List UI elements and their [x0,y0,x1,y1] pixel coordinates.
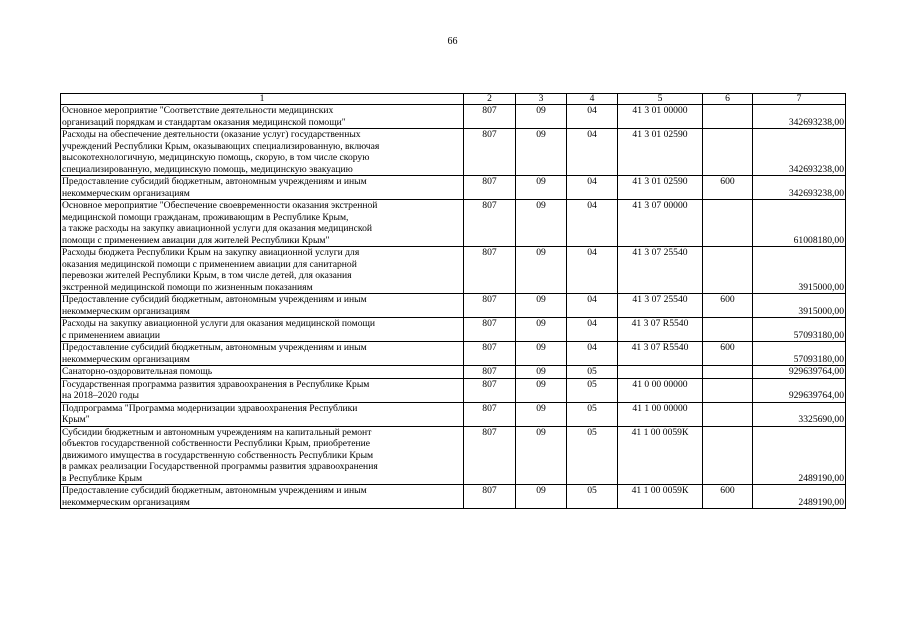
table-row [61,402,846,426]
subsection-code-cell: 04 [567,105,618,129]
row-description [61,200,464,247]
description-line: Подпрограмма "Программа модернизации здравоохранения Республики [62,402,358,414]
subsection-code-cell: 05 [567,426,618,485]
section-code-cell: 09 [516,485,567,509]
subsection-code-cell: 05 [567,485,618,509]
row-description [61,105,464,129]
column-header: 6 [703,94,753,105]
amount-cell: 57093180,00 [753,318,846,342]
admin-code-cell: 807 [464,200,516,247]
description-line: оказания медицинской помощи с применением авиации для санитарной [62,258,357,270]
page-number: 66 [447,36,458,47]
subsection-code-cell: 04 [567,318,618,342]
expense-type-cell: 600 [703,485,753,509]
amount-cell: 2489190,00 [753,426,846,485]
description-line: экстренной медицинской помощи по жизненным показаниям [62,281,313,293]
target-article-cell: 41 3 07 R5540 [618,318,703,342]
target-article-cell: 41 3 07 25540 [618,247,703,294]
description-line: Предоставление субсидий бюджетным, автономным учреждениям и иным [62,342,367,353]
row-description [61,485,464,509]
target-article-cell: 41 3 01 02590 [618,129,703,176]
budget-table [60,93,846,509]
section-code-cell: 09 [516,318,567,342]
admin-code-cell: 807 [464,318,516,342]
target-article-cell: 41 1 00 00000 [618,402,703,426]
subsection-code-cell: 04 [567,294,618,318]
expense-type-cell: 600 [703,342,753,366]
expense-type-cell [703,426,753,485]
target-article-cell: 41 3 07 25540 [618,294,703,318]
target-article-cell: 41 3 01 02590 [618,176,703,200]
admin-code-cell: 807 [464,129,516,176]
admin-code-cell: 807 [464,342,516,366]
expense-type-cell [703,129,753,176]
subsection-code-cell: 04 [567,247,618,294]
table-row [61,200,846,247]
amount-cell: 342693238,00 [753,176,846,200]
amount-cell: 3915000,00 [753,294,846,318]
expense-type-cell: 600 [703,176,753,200]
description-line: Основное мероприятие "Соответствие деятельности медицинских [62,105,334,116]
description-line: некоммерческим организациям [62,305,190,317]
row-description [61,402,464,426]
description-line: специализированную, медицинскую помощь, медицинскую эвакуацию [62,163,353,175]
column-header: 3 [516,94,567,105]
section-code-cell: 09 [516,426,567,485]
amount-cell: 342693238,00 [753,129,846,176]
section-code-cell: 09 [516,176,567,200]
description-line: Крым" [62,414,90,425]
description-line: Субсидии бюджетным и автономным учреждениям на капитальный ремонт [62,426,372,438]
table-row [61,378,846,402]
section-code-cell: 09 [516,366,567,379]
description-line: учреждений Республики Крым, оказывающих специализированную, включая [62,140,380,152]
subsection-code-cell: 04 [567,176,618,200]
admin-code-cell: 807 [464,366,516,379]
description-line: перевозки жителей Республики Крым, в том числе детей, для оказания [62,270,352,281]
expense-type-cell [703,247,753,294]
subsection-code-cell: 05 [567,366,618,379]
description-line: помощи с применением авиации для жителей Республики Крым" [62,234,330,246]
amount-cell: 61008180,00 [753,200,846,247]
admin-code-cell: 807 [464,294,516,318]
description-line: Предоставление субсидий бюджетным, автономным учреждениям и иным [62,485,367,496]
description-line: организаций порядкам и стандартам оказания медицинской помощи" [62,116,346,128]
section-code-cell: 09 [516,378,567,402]
row-description [61,129,464,176]
description-line: некоммерческим организациям [62,187,190,199]
description-line: в Республике Крым [62,472,143,484]
description-line: Государственная программа развития здравоохранения в Республике Крым [62,378,370,390]
description-line: Расходы на обеспечение деятельности (оказание услуг) государственных [62,129,361,140]
description-line: Предоставление субсидий бюджетным, автономным учреждениям и иным [62,176,367,187]
subsection-code-cell: 04 [567,342,618,366]
expense-type-cell [703,318,753,342]
section-code-cell: 09 [516,200,567,247]
expense-type-cell [703,402,753,426]
table-row [61,294,846,318]
target-article-cell: 41 3 01 00000 [618,105,703,129]
expense-type-cell [703,105,753,129]
admin-code-cell: 807 [464,176,516,200]
admin-code-cell: 807 [464,426,516,485]
column-header: 2 [464,94,516,105]
subsection-code-cell: 05 [567,378,618,402]
description-line: объектов государственной собственности Республики Крым, приобретение [62,438,370,449]
amount-cell: 929639764,00 [753,366,846,379]
admin-code-cell: 807 [464,402,516,426]
description-line: некоммерческим организациям [62,496,190,508]
amount-cell: 342693238,00 [753,105,846,129]
admin-code-cell: 807 [464,247,516,294]
subsection-code-cell: 04 [567,200,618,247]
column-header: 4 [567,94,618,105]
description-line: с применением авиации [62,329,161,341]
section-code-cell: 09 [516,342,567,366]
expense-type-cell [703,378,753,402]
amount-cell: 2489190,00 [753,485,846,509]
amount-cell: 929639764,00 [753,378,846,402]
description-line: движимого имущества в государственную собственность Республики Крым [62,449,374,461]
section-code-cell: 09 [516,294,567,318]
description-line: а также расходы на закупку авиационной услуги для оказания медицинской [62,223,373,234]
description-line: Санаторно-оздоровительная помощь [62,366,213,377]
description-line: Расходы на закупку авиационной услуги для оказания медицинской помощи [62,318,376,329]
amount-cell: 57093180,00 [753,342,846,366]
table-row [61,247,846,294]
target-article-cell: 41 1 00 0059К [618,426,703,485]
row-description [61,247,464,294]
section-code-cell: 09 [516,129,567,176]
target-article-cell [618,366,703,379]
table-row [61,176,846,200]
row-description [61,294,464,318]
expense-type-cell [703,200,753,247]
row-description [61,342,464,366]
expense-type-cell: 600 [703,294,753,318]
description-line: Предоставление субсидий бюджетным, автономным учреждениям и иным [62,294,367,305]
table-row [61,105,846,129]
target-article-cell: 41 1 00 0059К [618,485,703,509]
section-code-cell: 09 [516,402,567,426]
row-description [61,378,464,402]
table-row [61,129,846,176]
description-line: в рамках реализации Государственной программы развития здравоохранения [62,461,378,472]
amount-cell: 3325690,00 [753,402,846,426]
section-code-cell: 09 [516,247,567,294]
table-row [61,366,846,379]
target-article-cell: 41 3 07 00000 [618,200,703,247]
table-row [61,318,846,342]
description-line: медицинской помощи гражданам, проживающим в Республике Крым, [62,211,349,223]
column-header: 1 [61,94,464,105]
row-description [61,318,464,342]
description-line: на 2018–2020 годы [62,390,139,401]
target-article-cell: 41 3 07 R5540 [618,342,703,366]
description-line: Основное мероприятие "Обеспечение своевременности оказания экстренной [62,200,378,211]
subsection-code-cell: 05 [567,402,618,426]
description-line: высокотехнологичную, медицинскую помощь, скорую, в том числе скорую [62,152,370,163]
admin-code-cell: 807 [464,378,516,402]
description-line: Расходы бюджета Республики Крым на закупку авиационной услуги для [62,247,360,258]
description-line: некоммерческим организациям [62,353,190,365]
admin-code-cell: 807 [464,485,516,509]
amount-cell: 3915000,00 [753,247,846,294]
column-header: 7 [753,94,846,105]
column-header: 5 [618,94,703,105]
expense-type-cell [703,366,753,379]
target-article-cell: 41 0 00 00000 [618,378,703,402]
table-row [61,426,846,485]
row-description [61,426,464,485]
section-code-cell: 09 [516,105,567,129]
admin-code-cell: 807 [464,105,516,129]
table-row [61,342,846,366]
table-header-row [61,94,846,105]
subsection-code-cell: 04 [567,129,618,176]
row-description [61,176,464,200]
row-description [61,366,464,379]
table-row [61,485,846,509]
